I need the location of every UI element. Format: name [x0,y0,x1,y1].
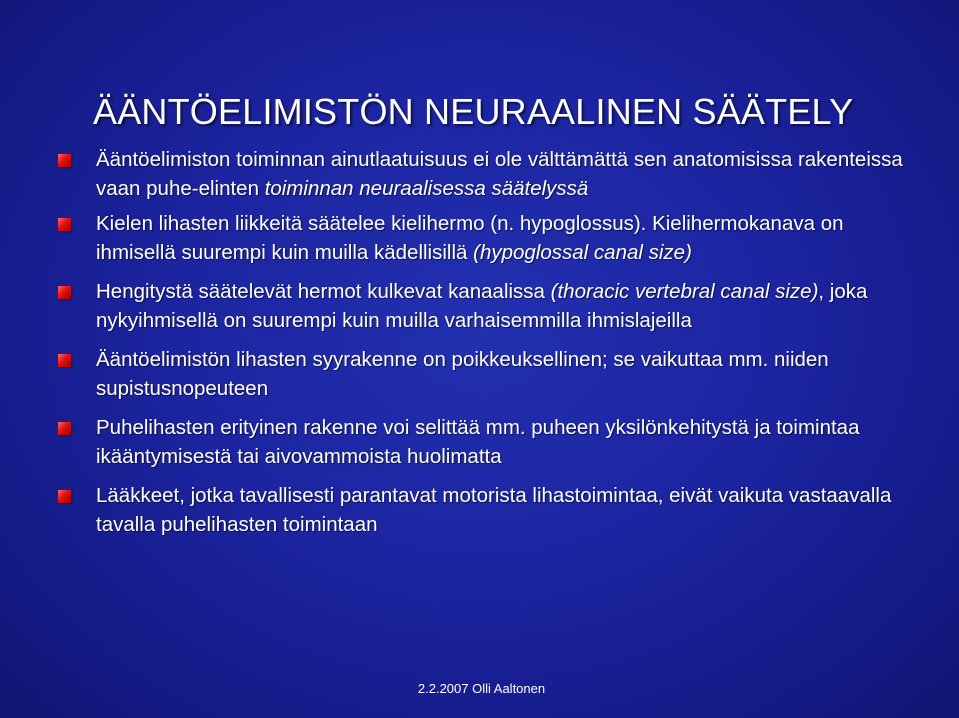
bullet-text-after: , joka nykyihmisellä on suurempi kuin muilla varhaisemmilla ihmislajeilla [96,280,868,332]
bullet-text: Hengitystä säätelevät hermot kulkevat kanaalissa [96,280,551,303]
bullet-square-icon [58,422,71,435]
bullet-item-5 [58,414,918,471]
bullet-item-6 [58,482,918,539]
bullet-square-icon [58,490,71,503]
bullet-square-icon [58,218,71,231]
bullet-square-icon [58,154,71,167]
slide-title: ÄÄNTÖELIMISTÖN NEURAALINEN SÄÄTELY [93,91,854,133]
bullet-square-icon [58,286,71,299]
bullet-item-3 [58,278,918,335]
bullet-text: Ääntöelimiston toiminnan ainutlaatuisuus ei ole välttämättä sen anatomisissa rakenteissa vaan puhe-elinten [96,148,903,200]
slide-footer: 2.2.2007 Olli Aaltonen [417,681,546,696]
bullet-italic-text: toiminnan neuraalisessa säätelyssä [264,176,589,200]
bullet-item-1 [58,146,918,203]
bullet-square-icon [58,354,71,367]
bullet-text: Ääntöelimistön lihasten syyrakenne on poikkeuksellinen; se vaikuttaa mm. niiden supistusnopeuteen [96,348,829,400]
bullet-list [58,146,918,539]
bullet-text: Kielen lihasten liikkeitä säätelee kielihermo (n. hypoglossus). Kielihermokanava on ihmisellä suurempi kuin muilla kädellisillä [96,212,844,264]
bullet-italic-text: (hypoglossal canal size) [473,240,692,264]
bullet-italic-text: (thoracic vertebral canal size) [550,280,819,303]
bullet-text: Lääkkeet, jotka tavallisesti parantavat motorista lihastoimintaa, eivät vaikuta vastaavalla tavalla puhelihasten toimintaan [96,484,892,536]
bullet-text: Puhelihasten erityinen rakenne voi selittää mm. puheen yksilönkehitystä ja toimintaa ikääntymisestä tai aivovammoista huolimatta [96,416,860,468]
bullet-item-2 [58,210,918,267]
bullet-item-4 [58,346,918,403]
